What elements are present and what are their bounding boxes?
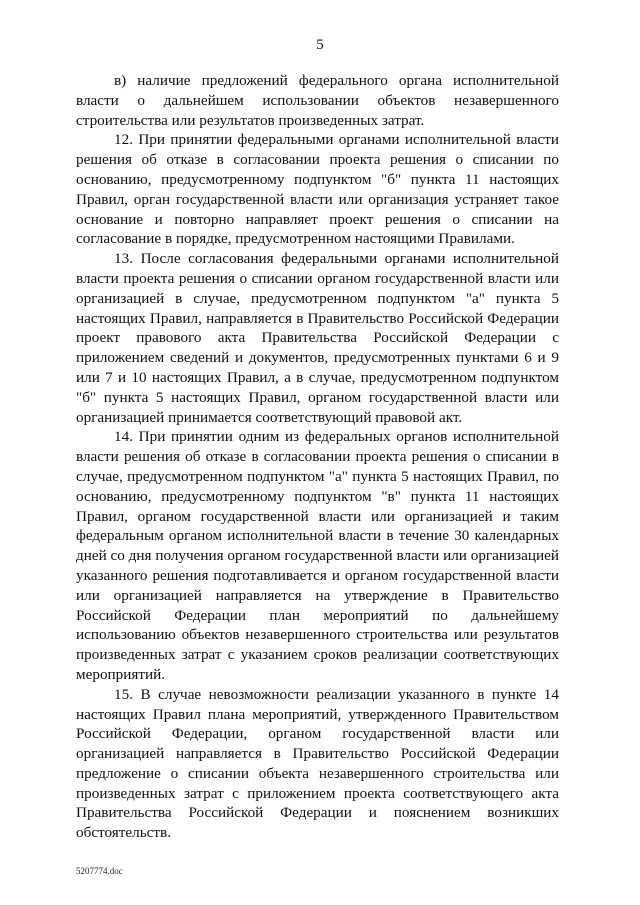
paragraph-15: 15. В случае невозможности реализации указанного в пункте 14 настоящих Правил плана мероприятий, утвержденного Правительством Российской Федерации, органом государственной власти или организацией направляется в Правительство Российской Федерации предложение о списании объекта незавершенного строительства или произведенных затрат с приложением проекта соответствующего акта Правительства Российской Федерации и пояснением возникших обстоятельств. xyxy=(76,685,559,842)
document-body xyxy=(76,71,559,843)
paragraph-13: 13. После согласования федеральными органами исполнительной власти проекта решения о списании органом государственной власти или организацией в случае, предусмотренном подпунктом "а" пункта 5 настоящих Правил, направляется в Правительство Российской Федерации проект правового акта Правительства Российской Федерации с приложением сведений и документов, предусмотренных пунктами 6 и 9 или 7 и 10 настоящих Правил, а в случае, предусмотренном подпунктом "б" пункта 5 настоящих Правил, органом государственной власти или организацией принимается соответствующий правовой акт. xyxy=(76,250,559,426)
paragraph-item-v: в) наличие предложений федерального органа исполнительной власти о дальнейшем использовании объектов незавершенного строительства или результатов произведенных затрат. xyxy=(76,72,559,129)
document-file-code: 5207774.doc xyxy=(76,866,123,876)
paragraph-14: 14. При принятии одним из федеральных органов исполнительной власти решения об отказе в согласовании проекта решения о списании в случае, предусмотренном подпунктом "а" пункта 5 настоящих Правил, по основанию, предусмотренному подпунктом "в" пункта 11 настоящих Правил, органом государственной власти или организацией и таким федеральным органом исполнительной власти в течение 30 календарных дней со дня получения органом государственной власти или организацией указанного решения подготавливается и органом государственной власти или организацией направляется на утверждение в Правительство Российской Федерации план мероприятий по дальнейшему использованию объектов незавершенного строительства или результатов произведенных затрат с указанием сроков реализации соответствующих мероприятий. xyxy=(76,428,559,683)
page-number: 5 xyxy=(316,37,324,53)
paragraph-12: 12. При принятии федеральными органами исполнительной власти решения об отказе в согласовании проекта решения о списании по основанию, предусмотренному подпунктом "б" пункта 11 настоящих Правил, орган государственной власти или организация устраняет такое основание и повторно направляет проект решения о списании на согласование в порядке, предусмотренном настоящими Правилами. xyxy=(76,131,559,248)
